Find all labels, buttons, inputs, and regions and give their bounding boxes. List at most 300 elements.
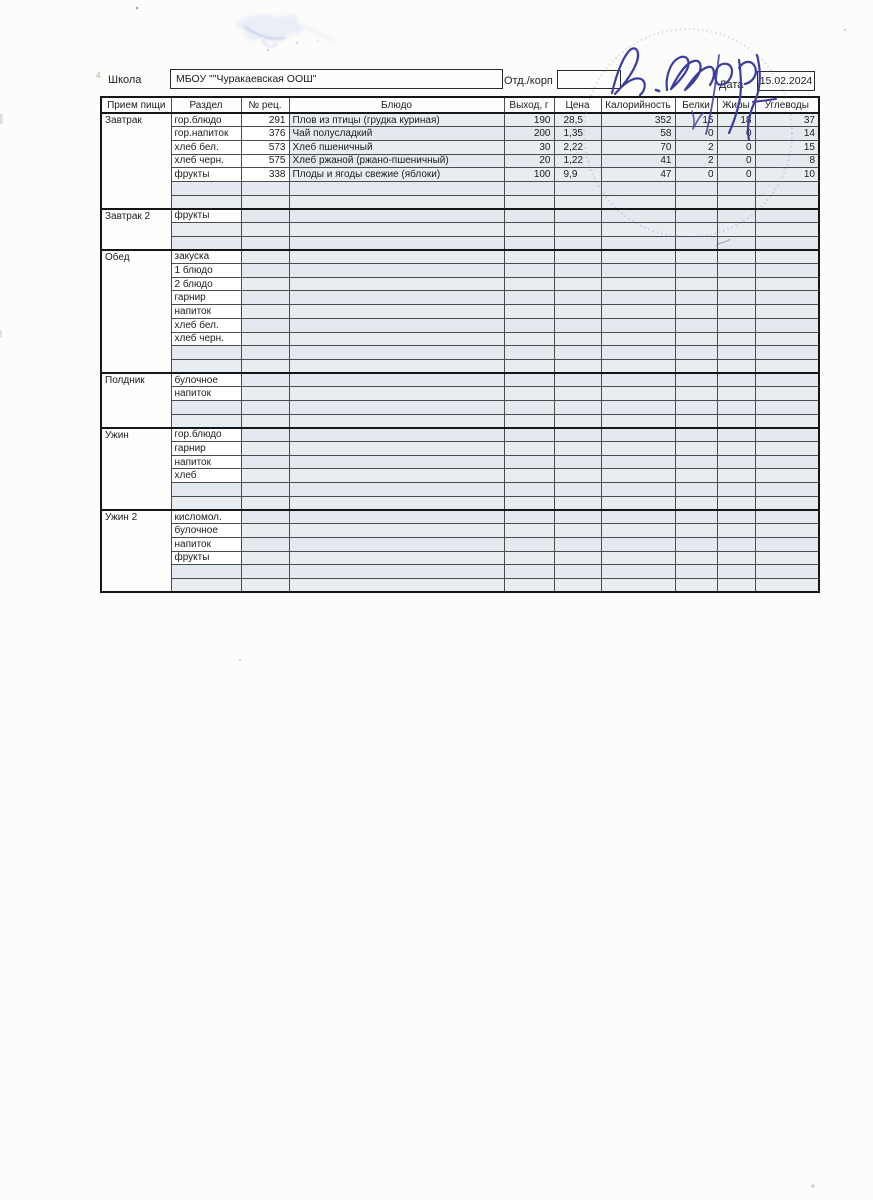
cell-fat <box>717 277 755 291</box>
menu-row <box>101 442 819 456</box>
cell-razdel: хлеб <box>171 469 241 483</box>
cell-price <box>554 236 601 250</box>
cell-carb <box>755 277 819 291</box>
menu-row <box>101 565 819 579</box>
cell-price <box>554 181 601 195</box>
cell-prot <box>675 483 717 497</box>
cell-out <box>504 305 554 319</box>
cell-kcal <box>601 291 675 305</box>
cell-fat: 18 <box>717 113 755 127</box>
cell-razdel: гарнир <box>171 442 241 456</box>
cell-fat <box>717 181 755 195</box>
cell-dish <box>289 578 504 592</box>
cell-razdel <box>171 181 241 195</box>
cell-carb <box>755 551 819 565</box>
cell-prot <box>675 250 717 264</box>
dept-field <box>557 70 621 89</box>
cell-price <box>554 277 601 291</box>
cell-razdel: гарнир <box>171 291 241 305</box>
menu-row <box>101 332 819 346</box>
cell-dish <box>289 250 504 264</box>
cell-carb <box>755 305 819 319</box>
menu-row <box>101 496 819 510</box>
cell-out <box>504 510 554 524</box>
cell-prot: 0 <box>675 168 717 182</box>
cell-dish <box>289 510 504 524</box>
column-header: Блюдо <box>289 97 504 113</box>
menu-row <box>101 264 819 278</box>
cell-razdel <box>171 578 241 592</box>
cell-dish <box>289 400 504 414</box>
cell-rec <box>241 318 289 332</box>
dept-label: Отд./корп <box>504 75 553 87</box>
cell-prot <box>675 400 717 414</box>
cell-razdel: хлеб черн. <box>171 154 241 168</box>
cell-prot <box>675 551 717 565</box>
cell-rec <box>241 373 289 387</box>
cell-rec <box>241 496 289 510</box>
cell-price <box>554 524 601 538</box>
cell-carb: 14 <box>755 127 819 141</box>
cell-dish <box>289 291 504 305</box>
cell-kcal <box>601 236 675 250</box>
meal-cell: Полдник <box>101 373 171 428</box>
cell-carb <box>755 387 819 401</box>
cell-rec: 338 <box>241 168 289 182</box>
cell-carb <box>755 483 819 497</box>
cell-kcal <box>601 264 675 278</box>
cell-kcal <box>601 373 675 387</box>
cell-fat <box>717 264 755 278</box>
cell-razdel: 1 блюдо <box>171 264 241 278</box>
cell-razdel: закуска <box>171 250 241 264</box>
column-header: № рец. <box>241 97 289 113</box>
cell-dish <box>289 483 504 497</box>
cell-prot <box>675 455 717 469</box>
cell-rec <box>241 442 289 456</box>
cell-rec <box>241 510 289 524</box>
cell-razdel: булочное <box>171 524 241 538</box>
cell-razdel: хлеб бел. <box>171 140 241 154</box>
cell-razdel: гор.блюдо <box>171 428 241 442</box>
cell-fat <box>717 510 755 524</box>
menu-row <box>101 524 819 538</box>
menu-table <box>100 96 820 593</box>
cell-out <box>504 359 554 373</box>
cell-prot <box>675 373 717 387</box>
cell-rec <box>241 414 289 428</box>
cell-kcal <box>601 455 675 469</box>
cell-razdel: напиток <box>171 305 241 319</box>
menu-row <box>101 455 819 469</box>
cell-carb <box>755 496 819 510</box>
cell-carb <box>755 510 819 524</box>
menu-row <box>101 236 819 250</box>
cell-dish <box>289 551 504 565</box>
cell-dish <box>289 181 504 195</box>
cell-kcal <box>601 387 675 401</box>
cell-price: 9,9 <box>554 168 601 182</box>
cell-rec <box>241 551 289 565</box>
cell-kcal <box>601 537 675 551</box>
cell-carb: 8 <box>755 154 819 168</box>
cell-carb: 37 <box>755 113 819 127</box>
cell-dish <box>289 387 504 401</box>
cell-razdel: фрукты <box>171 209 241 223</box>
cell-razdel <box>171 565 241 579</box>
cell-razdel <box>171 195 241 209</box>
cell-dish: Плов из птицы (грудка куриная) <box>289 113 504 127</box>
cell-fat <box>717 318 755 332</box>
cell-price <box>554 483 601 497</box>
menu-row <box>101 127 819 141</box>
cell-dish <box>289 428 504 442</box>
meal-cell: Ужин <box>101 428 171 510</box>
cell-price <box>554 551 601 565</box>
cell-out <box>504 332 554 346</box>
date-field: 15.02.2024 <box>757 71 815 91</box>
cell-price <box>554 332 601 346</box>
cell-carb <box>755 195 819 209</box>
cell-out <box>504 578 554 592</box>
cell-out <box>504 565 554 579</box>
cell-price <box>554 496 601 510</box>
cell-rec: 291 <box>241 113 289 127</box>
cell-kcal <box>601 181 675 195</box>
cell-rec <box>241 332 289 346</box>
menu-row <box>101 428 819 442</box>
cell-razdel: 2 блюдо <box>171 277 241 291</box>
menu-row <box>101 250 819 264</box>
cell-fat <box>717 578 755 592</box>
cell-rec <box>241 565 289 579</box>
cell-carb <box>755 565 819 579</box>
cell-prot <box>675 195 717 209</box>
cell-kcal <box>601 400 675 414</box>
cell-carb <box>755 181 819 195</box>
column-header: Белки <box>675 97 717 113</box>
cell-dish: Хлеб пшеничный <box>289 140 504 154</box>
cell-dish <box>289 524 504 538</box>
cell-kcal <box>601 332 675 346</box>
cell-carb <box>755 469 819 483</box>
cell-prot <box>675 264 717 278</box>
cell-fat <box>717 414 755 428</box>
cell-fat <box>717 469 755 483</box>
cell-kcal <box>601 195 675 209</box>
cell-carb <box>755 332 819 346</box>
menu-row <box>101 140 819 154</box>
cell-kcal: 70 <box>601 140 675 154</box>
cell-out <box>504 195 554 209</box>
cell-dish <box>289 469 504 483</box>
cell-rec <box>241 195 289 209</box>
cell-fat <box>717 305 755 319</box>
cell-out <box>504 209 554 223</box>
cell-out <box>504 387 554 401</box>
cell-carb <box>755 318 819 332</box>
menu-row <box>101 223 819 237</box>
cell-razdel: булочное <box>171 373 241 387</box>
cell-razdel <box>171 236 241 250</box>
cell-out <box>504 346 554 360</box>
menu-row <box>101 537 819 551</box>
cell-out <box>504 223 554 237</box>
cell-price <box>554 537 601 551</box>
cell-kcal: 352 <box>601 113 675 127</box>
cell-razdel <box>171 483 241 497</box>
menu-row <box>101 195 819 209</box>
cell-out <box>504 428 554 442</box>
cell-dish <box>289 209 504 223</box>
cell-dish <box>289 455 504 469</box>
meal-cell: Обед <box>101 250 171 373</box>
menu-row <box>101 551 819 565</box>
cell-carb <box>755 400 819 414</box>
cell-kcal <box>601 346 675 360</box>
cell-dish <box>289 359 504 373</box>
cell-fat <box>717 428 755 442</box>
cell-dish: Плоды и ягоды свежие (яблоки) <box>289 168 504 182</box>
cell-fat <box>717 359 755 373</box>
menu-row <box>101 209 819 223</box>
cell-carb <box>755 223 819 237</box>
cell-kcal <box>601 510 675 524</box>
school-name-field: МБОУ ""Чуракаевская ООШ" <box>170 69 503 89</box>
cell-carb <box>755 236 819 250</box>
cell-dish <box>289 277 504 291</box>
cell-fat <box>717 195 755 209</box>
meal-cell: Ужин 2 <box>101 510 171 592</box>
cell-kcal <box>601 469 675 483</box>
cell-dish <box>289 264 504 278</box>
cell-price <box>554 264 601 278</box>
cell-rec <box>241 537 289 551</box>
cell-kcal <box>601 551 675 565</box>
cell-prot <box>675 223 717 237</box>
cell-fat: 0 <box>717 154 755 168</box>
cell-price <box>554 223 601 237</box>
cell-razdel <box>171 496 241 510</box>
menu-row <box>101 414 819 428</box>
cell-fat <box>717 291 755 305</box>
cell-dish: Хлеб ржаной (ржано-пшеничный) <box>289 154 504 168</box>
cell-razdel <box>171 359 241 373</box>
date-label: Дата <box>719 79 744 91</box>
cell-razdel: гор.блюдо <box>171 113 241 127</box>
cell-out: 20 <box>504 154 554 168</box>
cell-razdel <box>171 223 241 237</box>
cell-rec <box>241 250 289 264</box>
cell-fat <box>717 455 755 469</box>
cell-rec <box>241 483 289 497</box>
cell-fat <box>717 332 755 346</box>
cell-price <box>554 400 601 414</box>
cell-kcal <box>601 483 675 497</box>
cell-fat <box>717 442 755 456</box>
cell-razdel: напиток <box>171 537 241 551</box>
cell-price <box>554 318 601 332</box>
cell-price <box>554 209 601 223</box>
cell-prot <box>675 442 717 456</box>
cell-carb <box>755 250 819 264</box>
cell-prot <box>675 428 717 442</box>
cell-rec <box>241 277 289 291</box>
menu-row <box>101 359 819 373</box>
cell-rec <box>241 387 289 401</box>
cell-prot <box>675 277 717 291</box>
cell-dish <box>289 414 504 428</box>
cell-price <box>554 305 601 319</box>
cell-dish <box>289 236 504 250</box>
cell-price <box>554 428 601 442</box>
cell-carb <box>755 373 819 387</box>
cell-fat <box>717 373 755 387</box>
cell-out: 200 <box>504 127 554 141</box>
cell-kcal: 58 <box>601 127 675 141</box>
cell-price <box>554 291 601 305</box>
menu-row <box>101 469 819 483</box>
cell-prot: 2 <box>675 140 717 154</box>
cell-carb <box>755 414 819 428</box>
cell-prot: 0 <box>675 127 717 141</box>
cell-dish <box>289 305 504 319</box>
cell-carb <box>755 524 819 538</box>
cell-rec <box>241 400 289 414</box>
cell-rec <box>241 524 289 538</box>
cell-price <box>554 510 601 524</box>
menu-row <box>101 578 819 592</box>
cell-prot <box>675 332 717 346</box>
column-header: Раздел <box>171 97 241 113</box>
cell-out <box>504 483 554 497</box>
cell-rec <box>241 305 289 319</box>
cell-price: 1,22 <box>554 154 601 168</box>
cell-price <box>554 195 601 209</box>
cell-out <box>504 318 554 332</box>
cell-fat <box>717 223 755 237</box>
cell-out <box>504 400 554 414</box>
cell-fat <box>717 400 755 414</box>
cell-fat <box>717 483 755 497</box>
cell-kcal <box>601 277 675 291</box>
cell-out <box>504 291 554 305</box>
cell-prot <box>675 565 717 579</box>
cell-carb <box>755 346 819 360</box>
cell-fat <box>717 209 755 223</box>
menu-row <box>101 168 819 182</box>
cell-carb <box>755 578 819 592</box>
cell-dish <box>289 195 504 209</box>
cell-rec <box>241 236 289 250</box>
menu-row <box>101 318 819 332</box>
cell-carb <box>755 291 819 305</box>
cell-razdel: гор.напиток <box>171 127 241 141</box>
cell-prot <box>675 414 717 428</box>
cell-prot <box>675 524 717 538</box>
cell-dish <box>289 346 504 360</box>
menu-row <box>101 291 819 305</box>
column-header: Углеводы <box>755 97 819 113</box>
cell-razdel <box>171 346 241 360</box>
menu-row <box>101 373 819 387</box>
cell-kcal <box>601 428 675 442</box>
menu-row <box>101 154 819 168</box>
cell-out <box>504 537 554 551</box>
cell-out: 30 <box>504 140 554 154</box>
cell-fat <box>717 551 755 565</box>
cell-prot <box>675 236 717 250</box>
cell-rec <box>241 209 289 223</box>
cell-out <box>504 264 554 278</box>
cell-fat: 0 <box>717 140 755 154</box>
cell-out: 100 <box>504 168 554 182</box>
table-header-row <box>101 97 819 113</box>
cell-out <box>504 277 554 291</box>
cell-rec <box>241 428 289 442</box>
menu-row <box>101 181 819 195</box>
column-header: Выход, г <box>504 97 554 113</box>
cell-kcal <box>601 305 675 319</box>
cell-price <box>554 359 601 373</box>
cell-price <box>554 469 601 483</box>
cell-out <box>504 181 554 195</box>
cell-kcal <box>601 209 675 223</box>
menu-row <box>101 387 819 401</box>
meal-cell: Завтрак <box>101 113 171 209</box>
cell-price <box>554 565 601 579</box>
cell-dish <box>289 537 504 551</box>
cell-rec <box>241 455 289 469</box>
menu-row <box>101 277 819 291</box>
cell-carb <box>755 455 819 469</box>
cell-rec <box>241 264 289 278</box>
cell-price <box>554 578 601 592</box>
cell-price <box>554 414 601 428</box>
cell-razdel: напиток <box>171 455 241 469</box>
cell-kcal: 47 <box>601 168 675 182</box>
cell-carb <box>755 359 819 373</box>
cell-kcal <box>601 223 675 237</box>
cell-prot <box>675 537 717 551</box>
cell-carb <box>755 442 819 456</box>
cell-carb <box>755 537 819 551</box>
cell-kcal <box>601 414 675 428</box>
cell-fat <box>717 346 755 360</box>
cell-price <box>554 346 601 360</box>
cell-fat <box>717 387 755 401</box>
cell-dish <box>289 496 504 510</box>
menu-row <box>101 510 819 524</box>
cell-price: 1,35 <box>554 127 601 141</box>
cell-carb: 10 <box>755 168 819 182</box>
menu-row <box>101 113 819 127</box>
cell-razdel <box>171 414 241 428</box>
menu-row <box>101 346 819 360</box>
cell-rec <box>241 346 289 360</box>
cell-kcal: 41 <box>601 154 675 168</box>
cell-price <box>554 442 601 456</box>
cell-fat <box>717 250 755 264</box>
menu-row <box>101 305 819 319</box>
cell-razdel: фрукты <box>171 168 241 182</box>
cell-prot <box>675 291 717 305</box>
cell-fat <box>717 524 755 538</box>
cell-price: 28,5 <box>554 113 601 127</box>
cell-kcal <box>601 359 675 373</box>
cell-out <box>504 414 554 428</box>
cell-razdel: хлеб черн. <box>171 332 241 346</box>
